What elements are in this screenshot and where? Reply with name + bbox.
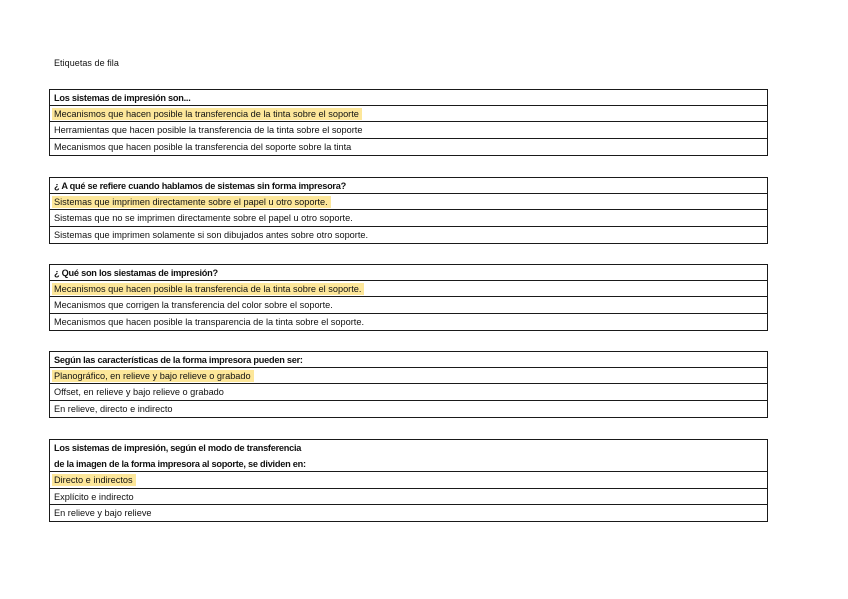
answer-row-selected[interactable] [50, 281, 767, 297]
answer-text: Mecanismos que hacen posible la transferencia de la tinta sobre el soporte [52, 108, 362, 120]
answer-row[interactable] [50, 505, 767, 521]
question-block-2 [49, 177, 768, 244]
question-text-continued: de la imagen de la forma impresora al soporte, se dividen en: [50, 456, 767, 472]
question-text: ¿ Qué son los siestamas de impresión? [50, 265, 767, 281]
answer-text: Planográfico, en relieve y bajo relieve o grabado [52, 370, 254, 382]
answer-text: Sistemas que imprimen solamente si son dibujados antes sobre otro soporte. [54, 229, 369, 240]
answer-row-selected[interactable] [50, 368, 767, 384]
question-text: ¿ A qué se refiere cuando hablamos de sistemas sin forma impresora? [50, 178, 767, 194]
answer-text: Mecanismos que corrigen la transferencia del color sobre el soporte. [54, 300, 333, 311]
row-labels-heading: Etiquetas de fila [54, 58, 119, 68]
answer-text: Mecanismos que hacen posible la transferencia de la tinta sobre el soporte. [52, 283, 364, 295]
answer-text: En relieve y bajo relieve [54, 507, 152, 518]
question-block-4 [49, 351, 768, 418]
answer-row[interactable] [50, 314, 767, 330]
answer-text: Sistemas que imprimen directamente sobre el papel u otro soporte. [52, 196, 331, 208]
answer-text: Directo e indirectos [52, 474, 136, 486]
answer-row[interactable] [50, 384, 767, 400]
answer-text: En relieve, directo e indirecto [54, 403, 173, 414]
answer-row[interactable] [50, 210, 767, 226]
answer-row-selected[interactable] [50, 472, 767, 488]
question-block-5 [49, 439, 768, 522]
answer-text: Herramientas que hacen posible la transferencia de la tinta sobre el soporte [54, 125, 363, 136]
answer-row[interactable] [50, 227, 767, 243]
answer-text: Explícito e indirecto [54, 491, 134, 502]
answer-text: Offset, en relieve y bajo relieve o grabado [54, 387, 224, 398]
answer-text: Mecanismos que hacen posible la transferencia del soporte sobre la tinta [54, 141, 352, 152]
answer-row[interactable] [50, 139, 767, 155]
answer-row[interactable] [50, 489, 767, 505]
answer-row-selected[interactable] [50, 106, 767, 122]
answer-row[interactable] [50, 297, 767, 313]
question-text: Los sistemas de impresión son... [50, 90, 767, 106]
answer-row[interactable] [50, 122, 767, 138]
question-block-1 [49, 89, 768, 156]
answer-row[interactable] [50, 401, 767, 417]
answer-row-selected[interactable] [50, 194, 767, 210]
answer-text: Sistemas que no se imprimen directamente sobre el papel u otro soporte. [54, 213, 353, 224]
answer-text: Mecanismos que hacen posible la transparencia de la tinta sobre el soporte. [54, 316, 365, 327]
question-text: Según las características de la forma impresora pueden ser: [50, 352, 767, 368]
question-block-3 [49, 264, 768, 331]
question-text: Los sistemas de impresión, según el modo de transferencia [54, 443, 302, 453]
